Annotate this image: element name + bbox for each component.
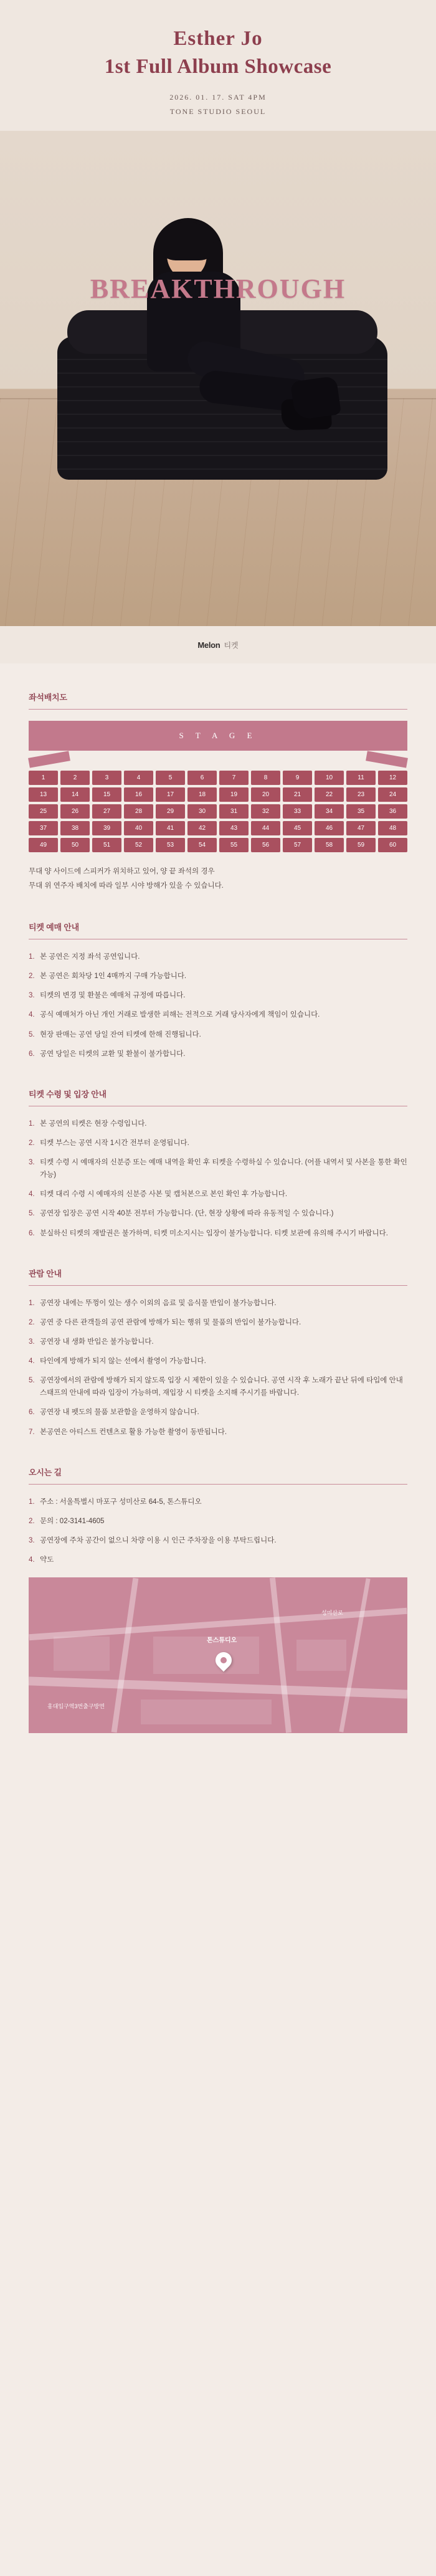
hero-footer xyxy=(0,626,436,663)
seat[interactable]: 11 xyxy=(346,771,376,785)
list-item: 공연장 내에는 뚜껑이 있는 생수 이외의 음료 및 음식물 반입이 불가능합니다. xyxy=(40,1299,277,1307)
album-title: BREAKTHROUGH xyxy=(90,273,346,304)
seat[interactable]: 7 xyxy=(219,771,249,785)
list-item: 공연장 내 생화 반입은 불가능합니다. xyxy=(40,1338,154,1346)
seat[interactable]: 59 xyxy=(346,838,376,852)
map-block-1 xyxy=(54,1637,110,1671)
seat[interactable]: 19 xyxy=(219,787,249,802)
venue-map[interactable] xyxy=(29,1577,407,1733)
seat[interactable]: 42 xyxy=(187,821,217,835)
seat[interactable]: 10 xyxy=(315,771,344,785)
entry-section xyxy=(0,1088,436,1240)
melon-logo: Melon xyxy=(197,640,220,650)
seat[interactable]: 54 xyxy=(187,838,217,852)
speaker-right xyxy=(366,751,408,768)
map-road-vertical xyxy=(111,1578,139,1733)
seat[interactable]: 35 xyxy=(346,804,376,819)
entry-list xyxy=(29,1118,407,1240)
seat[interactable]: 16 xyxy=(124,787,153,802)
seat[interactable]: 51 xyxy=(92,838,121,852)
list-item: 공식 예매처가 아닌 개인 거래로 발생한 피해는 전적으로 거래 당사자에게 책임이 있습니다. xyxy=(40,1011,320,1019)
hero-photo xyxy=(0,131,436,626)
seat[interactable]: 31 xyxy=(219,804,249,819)
list-item: 주소 : 서울특별시 마포구 성미산로 64-5, 톤스튜디오 xyxy=(40,1498,202,1506)
seat[interactable]: 2 xyxy=(60,771,90,785)
list-item: 티켓 부스는 공연 시작 1시간 전부터 운영됩니다. xyxy=(40,1139,189,1147)
seatmap-note xyxy=(29,865,407,893)
seat[interactable]: 29 xyxy=(156,804,185,819)
map-label-0: 성미산로 xyxy=(321,1610,343,1617)
directions-section xyxy=(0,1466,436,1734)
seat[interactable]: 13 xyxy=(29,787,58,802)
seat[interactable]: 23 xyxy=(346,787,376,802)
stage-label: S T A G E xyxy=(29,721,407,751)
seat[interactable]: 28 xyxy=(124,804,153,819)
seat[interactable]: 50 xyxy=(60,838,90,852)
seat[interactable]: 36 xyxy=(378,804,407,819)
map-block-2 xyxy=(153,1637,259,1674)
event-name: 1st Full Album Showcase xyxy=(104,55,332,78)
map-label-5: 홍대입구역3번출구방면 xyxy=(47,1703,105,1710)
map-pin-label: 톤스튜디오 xyxy=(207,1637,237,1645)
seat[interactable]: 58 xyxy=(315,838,344,852)
seat[interactable]: 3 xyxy=(92,771,121,785)
seat-grid xyxy=(29,771,407,852)
seat[interactable]: 1 xyxy=(29,771,58,785)
seat[interactable]: 41 xyxy=(156,821,185,835)
list-item: 본 공연의 티켓은 현장 수령입니다. xyxy=(40,1119,147,1128)
hero-section xyxy=(0,0,436,663)
list-item: 공연 당일은 티켓의 교환 및 환불이 불가합니다. xyxy=(40,1050,186,1058)
map-block-4 xyxy=(141,1699,272,1724)
viewing-section xyxy=(0,1267,436,1438)
ticketing-list xyxy=(29,951,407,1060)
seat[interactable]: 18 xyxy=(187,787,217,802)
seatmap-note-line2: 무대 위 연주자 배치에 따라 일부 시야 방해가 있을 수 있습니다. xyxy=(29,882,224,890)
viewing-list xyxy=(29,1297,407,1438)
seat[interactable]: 46 xyxy=(315,821,344,835)
seat[interactable]: 26 xyxy=(60,804,90,819)
seatmap-section xyxy=(0,691,436,893)
list-item: 본공연은 아티스트 컨텐츠로 활용 가능한 촬영이 동반됩니다. xyxy=(40,1428,227,1436)
seat[interactable]: 44 xyxy=(251,821,280,835)
seatmap-heading: 좌석배치도 xyxy=(29,691,407,710)
side-speakers xyxy=(29,751,407,769)
list-item: 본 공연은 회차당 1인 4매까지 구매 가능합니다. xyxy=(40,972,187,981)
viewing-heading: 관람 안내 xyxy=(29,1267,407,1286)
seat[interactable]: 5 xyxy=(156,771,185,785)
seat[interactable]: 20 xyxy=(251,787,280,802)
seat[interactable]: 25 xyxy=(29,804,58,819)
seat[interactable]: 55 xyxy=(219,838,249,852)
directions-heading: 오시는 길 xyxy=(29,1466,407,1485)
list-item: 티켓 대리 수령 시 예매자의 신분증 사본 및 캡처본으로 본인 확인 후 가능합니다. xyxy=(40,1191,288,1199)
speaker-left xyxy=(28,751,70,768)
seat[interactable]: 21 xyxy=(283,787,312,802)
list-item: 티켓의 변경 및 환불은 예매처 규정에 따릅니다. xyxy=(40,992,186,1000)
list-item: 분실하신 티켓의 재발권은 불가하며, 티켓 미소지시는 입장이 불가능합니다. 티켓 보관에 유의해 주시기 바랍니다. xyxy=(40,1229,388,1237)
person-boot-front xyxy=(290,376,341,421)
seat[interactable]: 15 xyxy=(92,787,121,802)
entry-heading: 티켓 수령 및 입장 안내 xyxy=(29,1088,407,1106)
seat[interactable]: 33 xyxy=(283,804,312,819)
seat[interactable]: 30 xyxy=(187,804,217,819)
seat[interactable]: 4 xyxy=(124,771,153,785)
event-venue: TONE STUDIO SEOUL xyxy=(169,107,267,116)
seat[interactable]: 27 xyxy=(92,804,121,819)
seat[interactable]: 57 xyxy=(283,838,312,852)
list-item: 공연 중 다른 관객들의 공연 관람에 방해가 되는 행위 및 물품의 반입이 불가능합니다. xyxy=(40,1318,301,1326)
seat[interactable]: 8 xyxy=(251,771,280,785)
seat[interactable]: 49 xyxy=(29,838,58,852)
list-item: 공연장에 주차 공간이 없으니 차량 이용 시 인근 주차장을 이용 부탁드립니다. xyxy=(40,1536,277,1544)
hero-title xyxy=(0,0,436,80)
seat[interactable]: 52 xyxy=(124,838,153,852)
list-item: 문의 : 02-3141-4605 xyxy=(40,1517,105,1525)
seat[interactable]: 56 xyxy=(251,838,280,852)
seat[interactable]: 17 xyxy=(156,787,185,802)
event-date: 2026. 01. 17. SAT 4PM xyxy=(169,93,267,102)
seat[interactable]: 38 xyxy=(60,821,90,835)
list-item: 공연장 입장은 공연 시작 40분 전부터 가능합니다. (단, 현장 상황에 따라 유동적일 수 있습니다.) xyxy=(40,1210,334,1218)
ticketing-heading: 티켓 예매 안내 xyxy=(29,921,407,939)
seat[interactable]: 53 xyxy=(156,838,185,852)
seat[interactable]: 14 xyxy=(60,787,90,802)
seat[interactable]: 43 xyxy=(219,821,249,835)
map-block-3 xyxy=(296,1640,346,1671)
list-item: 본 공연은 지정 좌석 공연입니다. xyxy=(40,953,140,961)
seat[interactable]: 45 xyxy=(283,821,312,835)
melon-ticket-label: 티켓 xyxy=(224,640,239,650)
seat[interactable]: 37 xyxy=(29,821,58,835)
map-road-vertical-2 xyxy=(270,1577,291,1733)
seat[interactable]: 39 xyxy=(92,821,121,835)
seat[interactable]: 12 xyxy=(378,771,407,785)
ticketing-section xyxy=(0,921,436,1060)
list-item: 약도 xyxy=(40,1556,54,1564)
seat[interactable]: 60 xyxy=(378,838,407,852)
seat[interactable]: 48 xyxy=(378,821,407,835)
seat[interactable]: 6 xyxy=(187,771,217,785)
seat[interactable]: 22 xyxy=(315,787,344,802)
list-item: 타인에게 방해가 되지 않는 선에서 촬영이 가능합니다. xyxy=(40,1357,206,1365)
bottom-spacer xyxy=(0,1733,436,1770)
seat[interactable]: 9 xyxy=(283,771,312,785)
hero-subinfo xyxy=(0,90,436,119)
seat[interactable]: 24 xyxy=(378,787,407,802)
list-item: 현장 판매는 공연 당일 잔여 티켓에 한해 진행됩니다. xyxy=(40,1030,201,1038)
seat[interactable]: 34 xyxy=(315,804,344,819)
seat[interactable]: 32 xyxy=(251,804,280,819)
list-item: 티켓 수령 시 예매자의 신분증 또는 예매 내역을 확인 후 티켓을 수령하실 수 있습니다. (어플 내역서 및 사본을 통한 확인 가능) xyxy=(40,1159,407,1179)
list-item: 공연장 내 펫도의 물품 보관함을 운영하지 않습니다. xyxy=(40,1409,199,1417)
list-item: 공연장에서의 관람에 방해가 되지 않도록 입장 시 제한이 있을 수 있습니다. 공연 시작 후 노래가 끝난 뒤에 타입에 안내 스태프의 안내에 따라 입장이 가능하며, 재입장 시 티켓을 소지해 주시기를 바랍니다. xyxy=(40,1377,403,1397)
seat[interactable]: 47 xyxy=(346,821,376,835)
directions-list xyxy=(29,1496,407,1567)
seatmap-note-line1: 무대 양 사이드에 스피커가 위치하고 있어, 양 끝 좌석의 경우 xyxy=(29,868,215,875)
artist-name: Esther Jo xyxy=(173,27,263,50)
seat[interactable]: 40 xyxy=(124,821,153,835)
